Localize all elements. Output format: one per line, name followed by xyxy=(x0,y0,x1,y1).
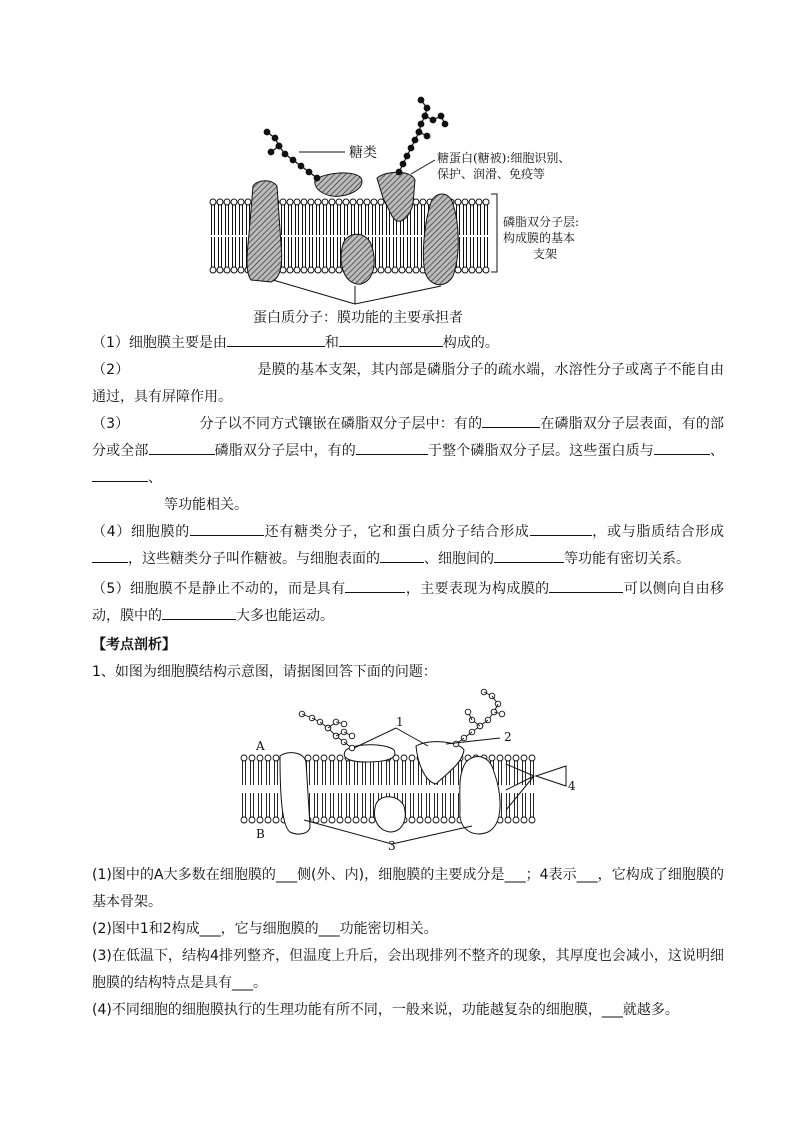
fig2-label-2: 2 xyxy=(504,730,512,744)
exercise-q2: (2)图中1和2构成___，它与细胞膜的___功能密切相关。 xyxy=(92,921,438,937)
lipid-head xyxy=(273,755,279,761)
lipid-head xyxy=(280,199,286,205)
membrane-diagram-1 xyxy=(205,94,625,330)
lipid-head xyxy=(301,199,307,205)
sugar-unit xyxy=(341,721,347,727)
lipid-head xyxy=(469,199,475,205)
question-3: （3） 分子以不同方式镶嵌在磷脂双分子层中：有的 在磷脂双分子层表面，有的部分或全部 磷脂双分子层中，有的 于整个磷脂双分子层。这些蛋白质与 、、 等功能相关。 xyxy=(92,411,724,519)
lipid-head xyxy=(224,199,230,205)
question-4: （4）细胞膜的 还有糖类分子，它和蛋白质分子结合形成 ，或与脂质结合形成，这些糖类分子叫作糖被。与细胞表面的 、细胞间的 等功能有密切关系。 xyxy=(92,519,724,573)
question-2: （2） 是膜的基本支架，其内部是磷脂分子的疏水端，水溶性分子或离子不能自由通过，具有屏障作用。 xyxy=(92,362,724,405)
blank[interactable] xyxy=(482,413,540,428)
lipid-head xyxy=(505,755,511,761)
lipid-head xyxy=(476,267,482,273)
lipid-head xyxy=(529,817,535,823)
lipid-head xyxy=(497,755,503,761)
lipid-head xyxy=(378,267,384,273)
lipid-head xyxy=(329,267,335,273)
lipid-head xyxy=(369,817,375,823)
lipid-head xyxy=(265,817,271,823)
lipid-head xyxy=(329,755,335,761)
protein-lower xyxy=(341,234,374,284)
lipid-head xyxy=(337,817,343,823)
lipid-head xyxy=(313,755,319,761)
lipid-head xyxy=(210,199,216,205)
fig2-label-1: 1 xyxy=(396,715,404,729)
label-lipid-1: 磷脂双分子层: xyxy=(503,215,580,229)
label-glycoprotein-1: 糖蛋白(糖被):细胞识别、 xyxy=(437,151,571,165)
lipid-head xyxy=(294,267,300,273)
lipid-head xyxy=(329,817,335,823)
section-title: 【考点剖析】 xyxy=(92,637,176,653)
blank[interactable] xyxy=(339,332,443,347)
lipid-head xyxy=(529,755,535,761)
lipid-head xyxy=(231,267,237,273)
lipid-head xyxy=(322,199,328,205)
sugar-unit xyxy=(349,733,355,739)
lipid-head xyxy=(217,267,223,273)
blank[interactable] xyxy=(345,578,405,593)
label-lipid-2: 构成膜的基本 xyxy=(503,231,576,245)
blank[interactable] xyxy=(149,440,215,455)
blank[interactable] xyxy=(190,521,264,536)
lipid-head xyxy=(399,267,405,273)
fig2-label-B: B xyxy=(256,827,265,841)
lipid-head xyxy=(287,267,293,273)
lipid-head xyxy=(357,199,363,205)
lipid-head xyxy=(449,817,455,823)
lipid-head xyxy=(257,817,263,823)
label-glycoprotein-2: 保护、润滑、免疫等 xyxy=(437,167,546,181)
lipid-head xyxy=(308,267,314,273)
lipid-head xyxy=(371,199,377,205)
lipid-head xyxy=(462,267,468,273)
lipid-head xyxy=(476,199,482,205)
lipid-head xyxy=(401,755,407,761)
glycoprotein-2 xyxy=(416,742,464,784)
lipid-head xyxy=(238,267,244,273)
lipid-head xyxy=(513,817,519,823)
channel-protein-2 xyxy=(280,753,310,834)
lipid-head xyxy=(315,199,321,205)
blank[interactable] xyxy=(549,578,623,593)
label-sugar: 糖类 xyxy=(349,145,377,161)
lipid-head xyxy=(521,817,527,823)
sugar-unit xyxy=(499,711,505,717)
lipid-head xyxy=(336,199,342,205)
lipid-head xyxy=(441,817,447,823)
lipid-head xyxy=(406,267,412,273)
lipid-head xyxy=(337,755,343,761)
lipid-head xyxy=(336,267,342,273)
lipid-head xyxy=(301,267,307,273)
lipid-head xyxy=(353,817,359,823)
label-lipid-3: 支架 xyxy=(533,247,558,261)
lipid-head xyxy=(265,755,271,761)
lipid-head xyxy=(483,199,489,205)
question-1: （1）细胞膜主要是由 和 构成的。 xyxy=(92,330,724,357)
lipid-head xyxy=(505,817,511,823)
lipid-head xyxy=(409,817,415,823)
exercise-q1: (1)图中的A大多数在细胞膜的___侧(外、内)，细胞膜的主要成分是___；4表示___，它构成了细胞膜的基本骨架。 xyxy=(92,867,724,910)
lipid-head xyxy=(455,199,461,205)
lipid-head xyxy=(345,817,351,823)
fig2-label-3: 3 xyxy=(388,839,396,853)
fig2-label-A: A xyxy=(256,739,265,753)
lipid-head xyxy=(483,267,489,273)
lipid-head xyxy=(287,199,293,205)
lipid-head xyxy=(231,199,237,205)
lipid-head xyxy=(350,199,356,205)
exercise-q3: (3)在低温下，结构4排列整齐，但温度上升后，会出现排列不整齐的现象，其厚度也会减小，这说明细胞膜的结构特点是具有___。 xyxy=(92,948,724,991)
lipid-head xyxy=(238,199,244,205)
lipid-head xyxy=(378,199,384,205)
lipid-head xyxy=(210,267,216,273)
lipid-head xyxy=(249,755,255,761)
sugar-unit xyxy=(396,169,402,175)
sugar-unit xyxy=(349,745,355,751)
lipid-head xyxy=(385,267,391,273)
lipid-head xyxy=(249,817,255,823)
blank[interactable] xyxy=(92,467,148,482)
sugar-unit xyxy=(268,149,274,155)
lipid-head xyxy=(321,817,327,823)
sugar-unit xyxy=(314,175,320,181)
sugar-unit xyxy=(465,709,471,715)
lipid-head xyxy=(322,267,328,273)
lipid-head xyxy=(413,267,419,273)
blank[interactable] xyxy=(356,440,428,455)
channel-protein xyxy=(247,181,282,282)
blank[interactable] xyxy=(530,521,592,536)
lipid-head xyxy=(241,817,247,823)
lipid-head xyxy=(425,817,431,823)
sugar-unit xyxy=(424,133,430,139)
question-5: （5）细胞膜不是静止不动的，而是具有 ，主要表现为构成膜的 可以侧向自由移动，膜中的 大多也能运动。 xyxy=(92,576,724,630)
label-protein: 蛋白质分子：膜功能的主要承担者 xyxy=(253,310,463,326)
lipid-head xyxy=(321,755,327,761)
sugar-unit xyxy=(442,121,448,127)
lower-protein-2 xyxy=(375,797,406,832)
blank[interactable] xyxy=(92,548,128,563)
transmembrane-protein-2 xyxy=(460,757,500,834)
lipid-head xyxy=(224,267,230,273)
lipid-head xyxy=(294,199,300,205)
lipid-head xyxy=(217,199,223,205)
blank[interactable] xyxy=(494,548,564,563)
lipid-head xyxy=(513,755,519,761)
lipid-head xyxy=(413,199,419,205)
lipid-head xyxy=(241,755,247,761)
exercise-intro: 1、如图为细胞膜结构示意图，请据图回答下面的问题： xyxy=(92,664,437,680)
lipid-head xyxy=(257,755,263,761)
lipid-head xyxy=(364,199,370,205)
lipid-head xyxy=(273,817,279,823)
lipid-head xyxy=(417,817,423,823)
lipid-head xyxy=(489,755,495,761)
membrane-diagram-2 xyxy=(232,686,592,856)
lipid-head xyxy=(245,199,251,205)
lipid-head xyxy=(343,199,349,205)
blank[interactable] xyxy=(654,440,710,455)
lipid-head xyxy=(308,199,314,205)
exercise-q4: (4)不同细胞的细胞膜执行的生理功能有所不同，一般来说，功能越复杂的细胞膜，___就越多。 xyxy=(92,1002,679,1018)
blank[interactable] xyxy=(227,332,325,347)
lipid-head xyxy=(409,755,415,761)
lipid-head xyxy=(462,199,468,205)
lipid-head xyxy=(315,267,321,273)
lipid-head xyxy=(313,817,319,823)
sugar-unit xyxy=(453,741,459,747)
lipid-head xyxy=(392,267,398,273)
blank[interactable] xyxy=(380,548,424,563)
lipid-head xyxy=(329,199,335,205)
lipid-head xyxy=(420,199,426,205)
lipid-head xyxy=(469,267,475,273)
fig2-label-4: 4 xyxy=(568,779,576,793)
lipid-head xyxy=(433,817,439,823)
glycoprotein-surface xyxy=(315,173,362,196)
lipid-head xyxy=(521,755,527,761)
lipid-head xyxy=(361,817,367,823)
blank[interactable] xyxy=(162,605,236,620)
